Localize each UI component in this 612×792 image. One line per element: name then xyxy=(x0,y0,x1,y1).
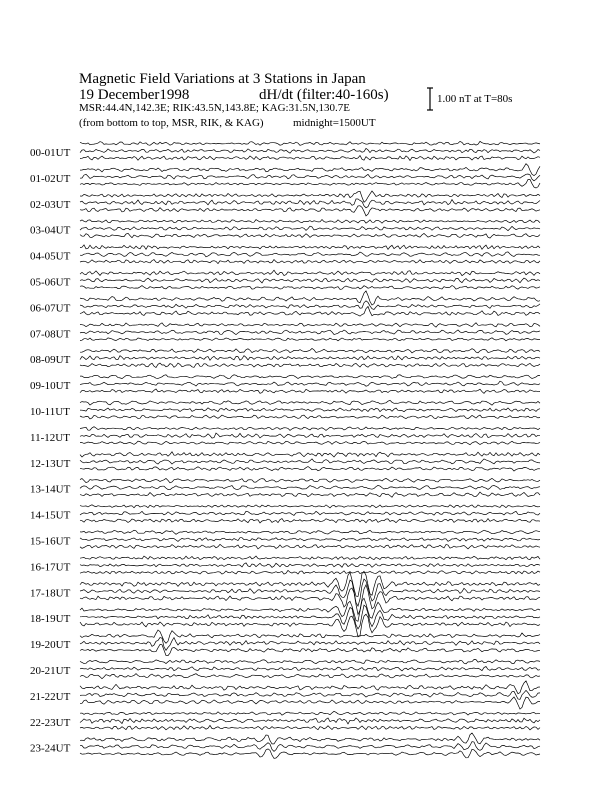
hour-label: 07-08UT xyxy=(30,328,71,341)
chart-date: 19 December1998 xyxy=(79,87,190,103)
trace-msr xyxy=(80,286,540,290)
trace-rik xyxy=(80,301,540,310)
hour-labels xyxy=(30,147,71,755)
trace-rik xyxy=(80,252,540,257)
trace-kag xyxy=(80,556,540,560)
trace-msr xyxy=(80,206,540,216)
hour-label: 23-24UT xyxy=(30,742,71,755)
hour-label: 06-07UT xyxy=(30,302,71,315)
trace-msr xyxy=(80,725,540,730)
trace-rik xyxy=(80,511,540,515)
trace-rik xyxy=(80,356,540,361)
trace-kag xyxy=(80,630,540,643)
trace-msr xyxy=(80,674,540,679)
trace-msr xyxy=(80,363,540,367)
trace-rik xyxy=(80,199,540,208)
trace-msr xyxy=(80,467,540,472)
trace-kag xyxy=(80,141,540,145)
hour-label: 19-20UT xyxy=(30,639,71,652)
hour-label: 04-05UT xyxy=(30,250,71,263)
chart-quantity: dH/dt (filter:40-160s) xyxy=(259,87,389,103)
trace-kag xyxy=(80,681,540,694)
trace-kag xyxy=(80,711,540,715)
trace-msr xyxy=(80,180,540,189)
trace-msr xyxy=(80,233,540,238)
trace-kag xyxy=(80,452,540,457)
trace-rik xyxy=(80,485,540,489)
trace-msr xyxy=(80,441,540,445)
trace-msr xyxy=(80,570,540,574)
trace-kag xyxy=(80,505,540,508)
trace-kag xyxy=(80,660,540,664)
trace-kag xyxy=(80,323,540,327)
trace-rik xyxy=(80,278,540,283)
trace-rik xyxy=(80,742,540,752)
trace-rik xyxy=(80,563,540,568)
trace-msr xyxy=(80,749,540,759)
hour-label: 14-15UT xyxy=(30,509,71,522)
hour-label: 03-04UT xyxy=(30,224,71,237)
chart-title: Magnetic Field Variations at 3 Stations in Japan xyxy=(79,71,366,87)
trace-rik xyxy=(80,226,540,230)
trace-kag xyxy=(80,220,540,224)
trace-rik xyxy=(80,433,540,438)
trace-rik xyxy=(80,408,540,412)
scale-bar-label: 1.00 nT at T=80s xyxy=(437,93,513,105)
trace-msr xyxy=(80,645,540,656)
trace-kag xyxy=(80,291,540,305)
trace-rik xyxy=(80,579,540,606)
trace-rik xyxy=(80,538,540,542)
hour-label: 15-16UT xyxy=(30,535,71,548)
trace-rik xyxy=(80,718,540,724)
hour-label: 12-13UT xyxy=(30,457,71,470)
hour-label: 17-18UT xyxy=(30,587,71,600)
hour-label: 02-03UT xyxy=(30,198,71,211)
hour-label: 00-01UT xyxy=(30,147,71,159)
hour-label: 21-22UT xyxy=(30,690,71,703)
hour-label: 16-17UT xyxy=(30,561,71,574)
trace-kag xyxy=(80,571,540,596)
trace-msr xyxy=(80,415,540,419)
trace-kag xyxy=(80,270,540,275)
trace-kag xyxy=(80,191,540,202)
trace-kag xyxy=(80,530,540,534)
hour-label: 20-21UT xyxy=(30,665,71,677)
trace-kag xyxy=(80,349,540,353)
trace-rik xyxy=(80,459,540,464)
trace-kag xyxy=(80,375,540,379)
trace-rik xyxy=(80,605,540,629)
hour-label: 09-10UT xyxy=(30,380,71,393)
hour-label: 22-23UT xyxy=(30,716,71,729)
trace-msr xyxy=(80,306,540,316)
trace-rik xyxy=(80,667,540,671)
midnight-note: midnight=1500UT xyxy=(293,117,376,129)
trace-msr xyxy=(80,697,540,709)
trace-msr xyxy=(80,260,540,264)
trace-msr xyxy=(80,338,540,341)
trace-kag xyxy=(80,427,540,431)
hour-label: 13-14UT xyxy=(30,483,71,496)
trace-kag xyxy=(80,478,540,482)
hour-label: 10-11UT xyxy=(30,406,70,418)
trace-msr xyxy=(80,156,540,161)
trace-msr xyxy=(80,389,540,393)
trace-rik xyxy=(80,638,540,651)
trace-kag xyxy=(80,400,540,405)
station-coordinates: MSR:44.4N,142.3E; RIK:43.5N,143.8E; KAG:31.5N,130.7E xyxy=(79,102,351,114)
trace-rik xyxy=(80,690,540,699)
trace-kag xyxy=(80,245,540,250)
trace-rik xyxy=(80,174,540,181)
trace-rik xyxy=(80,148,540,153)
trace-kag xyxy=(80,733,540,744)
hour-label: 08-09UT xyxy=(30,354,71,367)
hour-label: 11-12UT xyxy=(30,431,70,444)
trace-msr xyxy=(80,544,540,549)
trace-msr xyxy=(80,519,540,523)
scale-bar xyxy=(427,88,433,110)
hour-label: 01-02UT xyxy=(30,172,71,185)
station-order-note: (from bottom to top, MSR, RIK, & KAG) xyxy=(79,117,264,129)
hour-label: 05-06UT xyxy=(30,276,71,289)
trace-msr xyxy=(80,492,540,497)
trace-rik xyxy=(80,330,540,335)
trace-rik xyxy=(80,381,540,386)
traces xyxy=(80,141,540,758)
hour-label: 18-19UT xyxy=(30,613,71,626)
trace-kag xyxy=(80,164,540,176)
